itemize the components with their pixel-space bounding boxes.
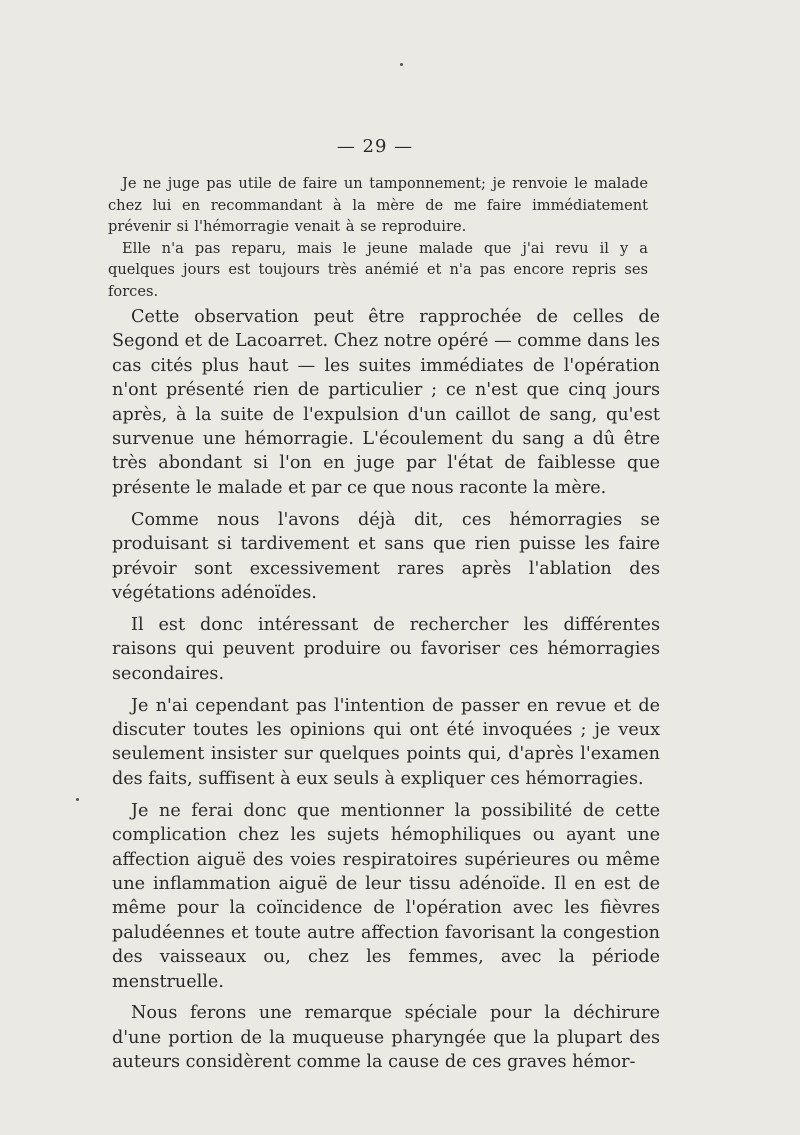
body-paragraph: Comme nous l'avons déjà dit, ces hémorragies se produisant si tardivement et sans que rien puisse les faire prévoir sont excessivement rares après l'ablation des végétations adénoïdes. [112,509,660,603]
body-paragraph: Il est donc intéressant de rechercher les différentes raisons qui peuvent produire ou favoriser ces hémorragies secondaires. [112,614,660,684]
body-paragraph: Je ne ferai donc que mentionner la possibilité de cette complication chez les sujets hémophiliques ou ayant une affection aiguë des voies respiratoires supérieures ou même une inflammation aiguë de leur tissu adénoïde. Il en est de même pour la coïncidence de l'opération avec les fièvres paludéennes et toute autre affection favorisant la congestion des vaisseaux ou, chez les femmes, avec la période menstruelle. [112,800,660,992]
body-paragraph: Cette observation peut être rapprochée de celles de Segond et de Lacoarret. Chez notre opéré — comme dans les cas cités plus haut — les suites immédiates de l'opération n'ont présenté rien de particulier ; ce n'est que cinq jours après, à la suite de l'expulsion d'un caillot de sang, qu'est survenue une hémorragie. L'écoulement du sang a dû être très abondant si l'on en juge par l'état de faiblesse que présente le malade et par ce que nous raconte la mère. [112,307,660,498]
observation-paragraph: Je ne juge pas utile de faire un tamponnement; je renvoie le malade chez lui en recommandant à la mère de me faire immédiatement prévenir si l'hémorragie venait à se reproduire. [108,175,648,235]
page-number: — 29 — [336,136,414,157]
ink-speck [76,798,79,801]
body-text [112,305,660,1082]
body-paragraph: Nous ferons une remarque spéciale pour la déchirure d'une portion de la muqueuse pharyngée que la plupart des auteurs considèrent comme la cause de ces graves hémor- [112,1003,660,1073]
observation-end-block [108,173,648,302]
observation-paragraph: Elle n'a pas reparu, mais le jeune malade que j'ai revu il y a quelques jours est toujours très anémié et n'a pas encore repris ses forces. [108,239,648,300]
ink-speck [400,63,403,66]
body-paragraph: Je n'ai cependant pas l'intention de passer en revue et de discuter toutes les opinions qui ont été invoquées ; je veux seulement insister sur quelques points qui, d'après l'examen des faits, suffisent à eux seuls à expliquer ces hémorragies. [112,695,660,789]
